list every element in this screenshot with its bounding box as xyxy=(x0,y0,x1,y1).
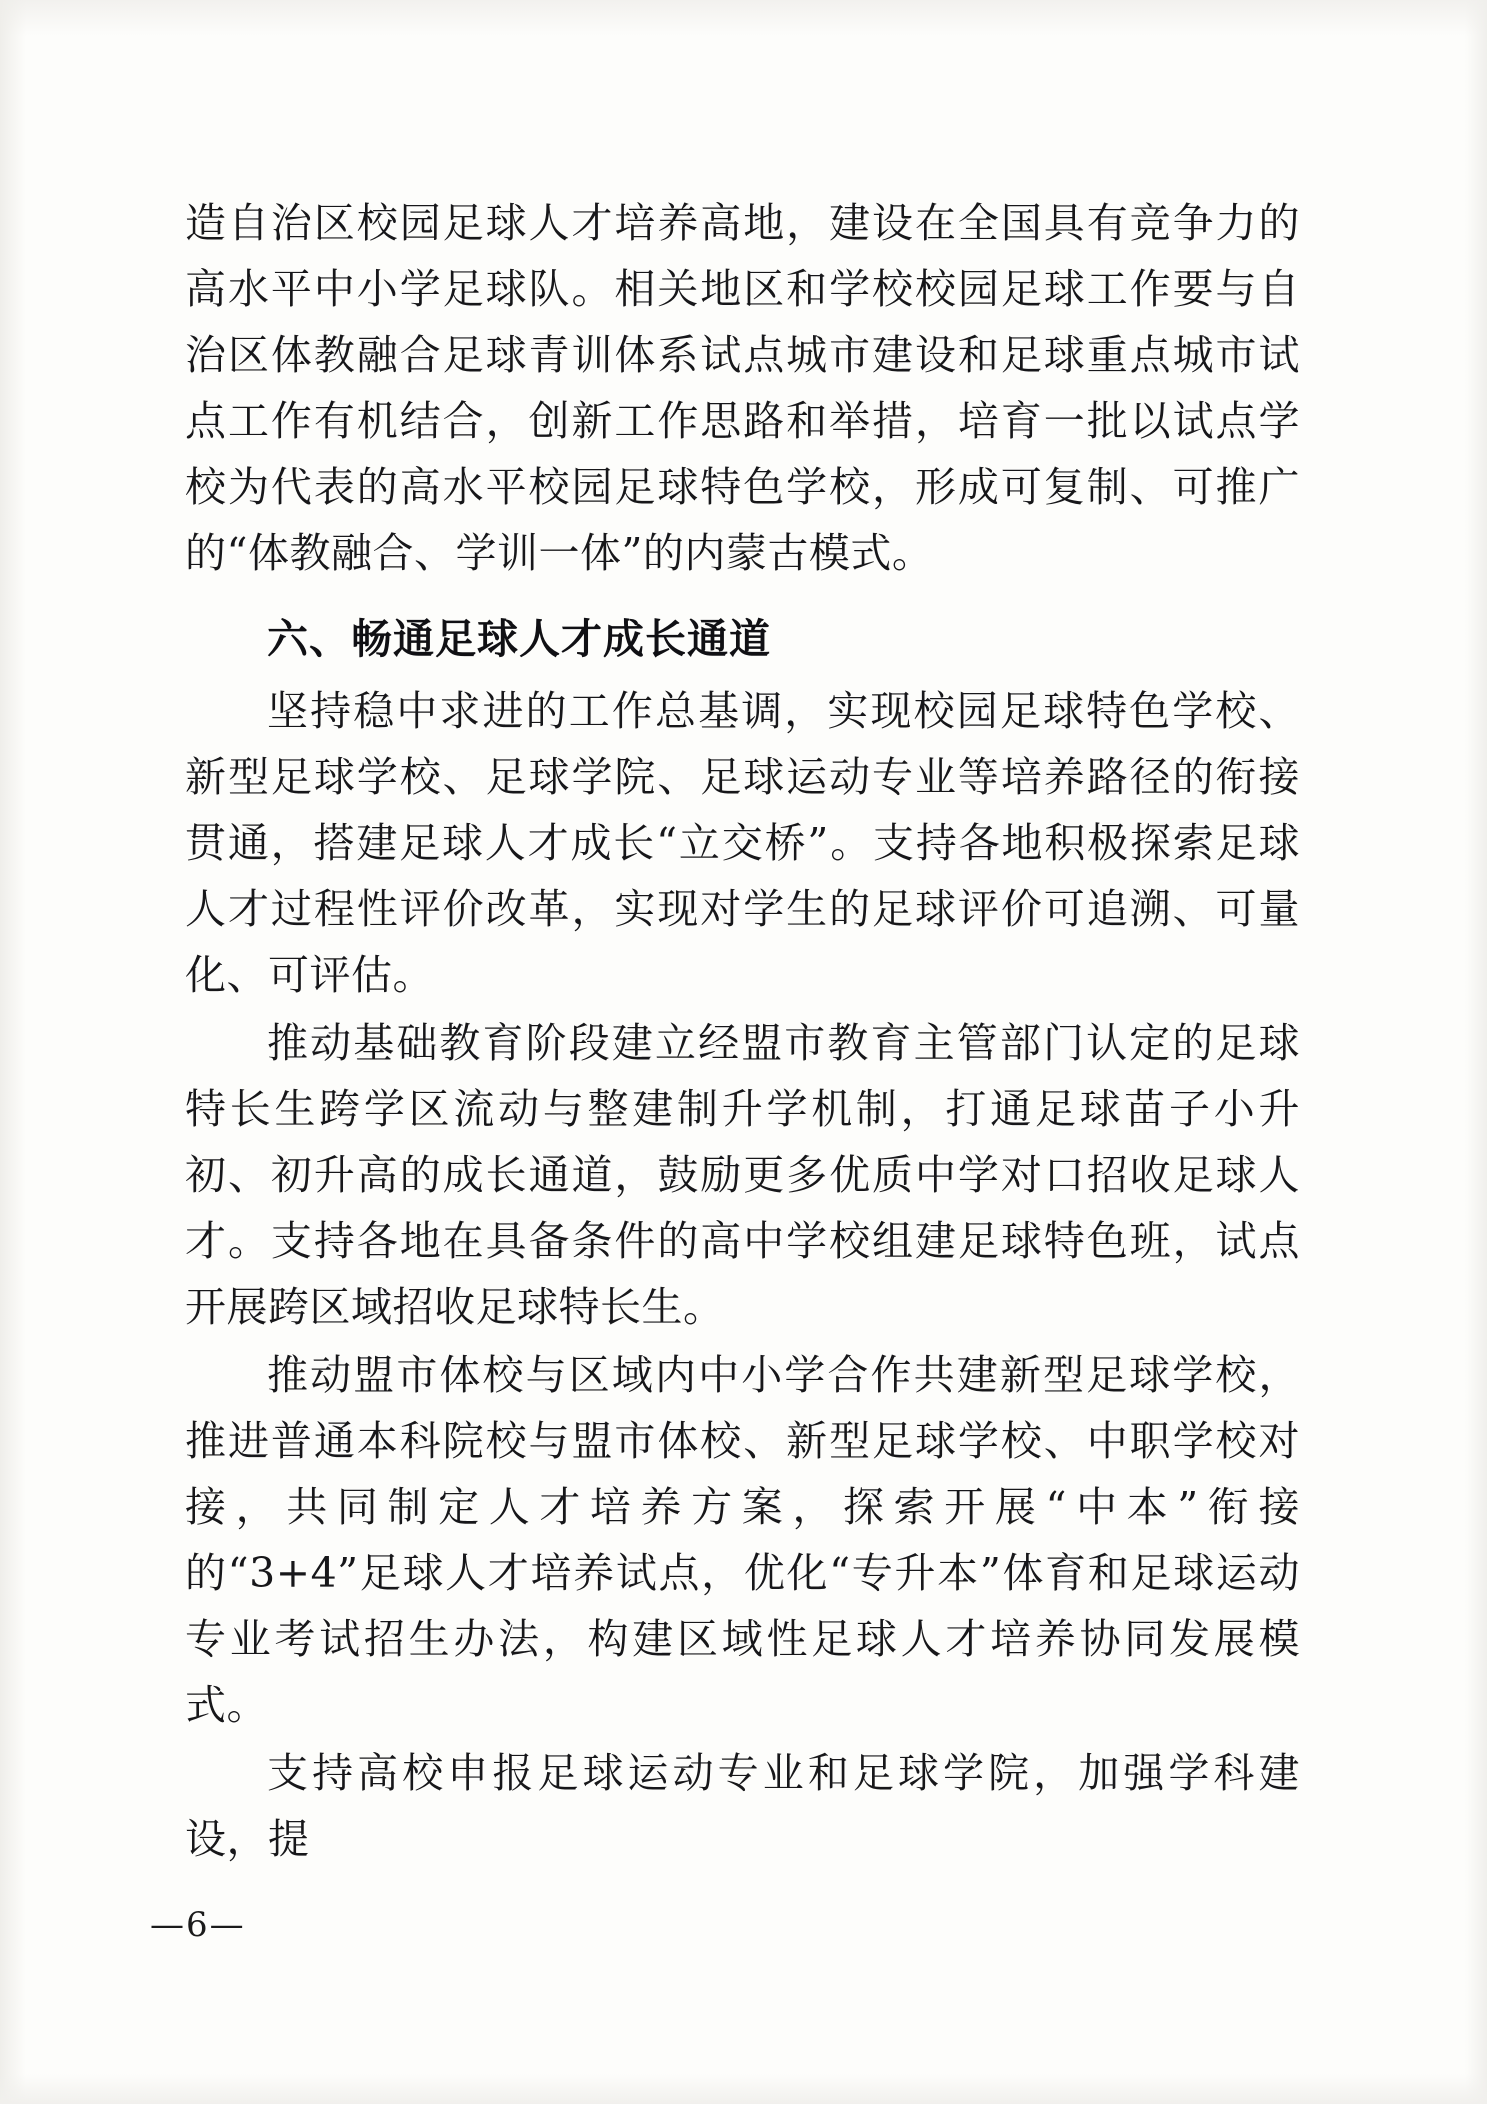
paragraph-spacer xyxy=(185,588,1300,594)
section-heading-6: 六、畅通足球人才成长通道 xyxy=(267,615,771,663)
paragraph-continued: 造自治区校园足球人才培养高地，建设在全国具有竞争力的高水平中小学足球队。相关地区和学校校园足球工作要与自治区体教融合足球青训体系试点城市建设和足球重点城市试点工作有机结合，创新工作思路和举措，培育一批以试点学校为代表的高水平校园足球特色学校，形成可复制、可推广的“体教融合、学训一体”的内蒙古模式。 xyxy=(185,199,1300,577)
page-content xyxy=(185,190,1300,1874)
paragraph-3: 推动基础教育阶段建立经盟市教育主管部门认定的足球特长生跨学区流动与整建制升学机制，打通足球苗子小升初、初升高的成长通道，鼓励更多优质中学对口招收足球人才。支持各地在具备条件的高中学校组建足球特色班，试点开展跨区域招收足球特长生。 xyxy=(185,1019,1300,1331)
scan-edge-top xyxy=(0,0,1487,36)
paragraph-2: 坚持稳中求进的工作总基调，实现校园足球特色学校、新型足球学校、足球学院、足球运动专业等培养路径的衔接贯通，搭建足球人才成长“立交桥”。支持各地积极探索足球人才过程性评价改革，实现对学生的足球评价可追溯、可量化、可评估。 xyxy=(185,687,1300,999)
paragraph-5: 支持高校申报足球运动专业和足球学院，加强学科建设，提 xyxy=(185,1749,1300,1863)
scan-edge-bottom xyxy=(0,2074,1487,2104)
scan-edge-right xyxy=(1465,0,1487,2104)
scan-edge-left xyxy=(0,0,26,2104)
page-number: —6— xyxy=(150,1905,246,1945)
paragraph-4: 推动盟市体校与区域内中小学合作共建新型足球学校，推进普通本科院校与盟市体校、新型足球学校、中职学校对接，共同制定人才培养方案，探索开展“中本”衔接的“3+4”足球人才培养试点，优化“专升本”体育和足球运动专业考试招生办法，构建区域性足球人才培养协同发展模式。 xyxy=(185,1351,1300,1729)
